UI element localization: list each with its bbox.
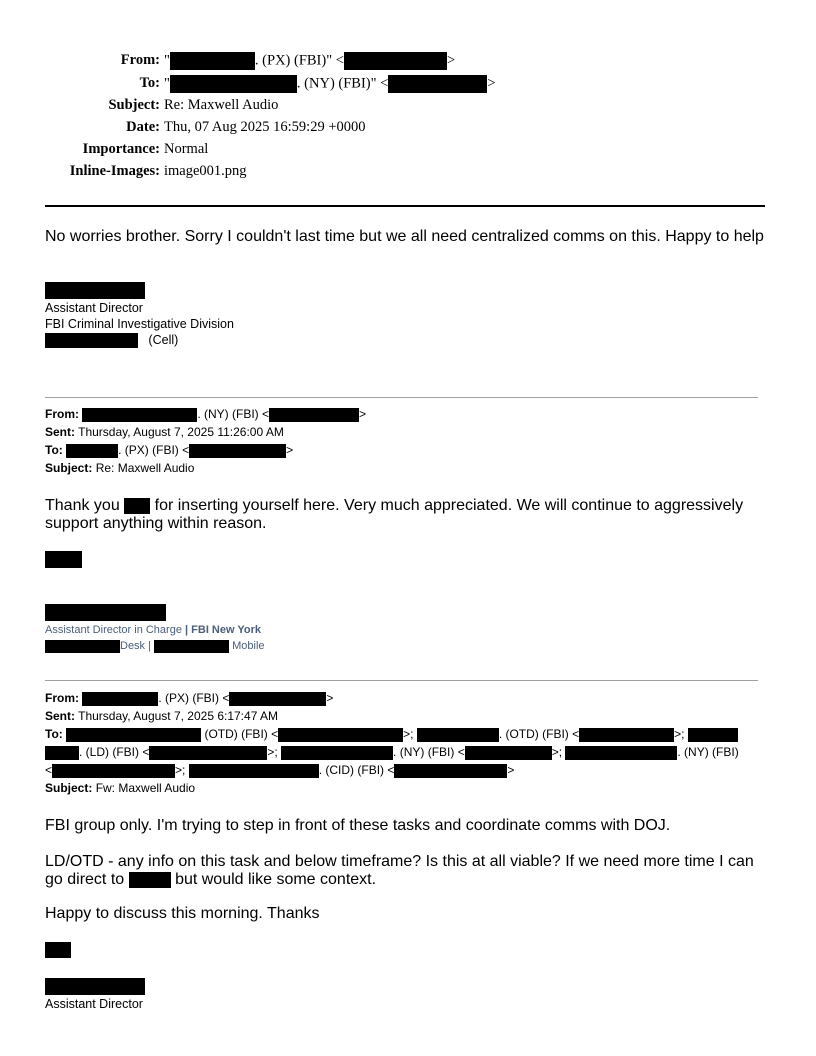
sig-office: FBI New York (191, 624, 262, 636)
redaction (189, 764, 319, 778)
redaction (66, 444, 118, 458)
msg3-to-value: < (45, 763, 53, 777)
importance-value: Normal (164, 141, 209, 157)
redaction (45, 604, 166, 621)
date-label: Date: (126, 119, 160, 135)
sig-title: Assistant Director in Charge (45, 624, 182, 636)
msg2-body (45, 497, 770, 533)
msg3-to-value: . (CID) (FBI) < (318, 763, 395, 777)
sig-division: FBI Criminal Investigative Division (45, 317, 234, 331)
redaction (45, 282, 145, 299)
email-header (0, 52, 816, 185)
redaction (565, 746, 677, 760)
inline-images-label: Inline-Images: (69, 163, 160, 179)
msg3-to-value: >; (551, 745, 563, 759)
sig-cell: (Cell) (148, 333, 179, 347)
redaction (82, 692, 158, 706)
from-label: From: (120, 52, 160, 69)
msg2-body-text: Thank you (45, 497, 120, 514)
msg3-to-value: >; (403, 727, 414, 741)
header-importance-row (0, 141, 816, 163)
from-value: . (PX) (FBI)" < (254, 52, 344, 69)
header-from-row: From: " . (PX) (FBI)" < > (0, 52, 816, 75)
redaction (124, 498, 150, 514)
redaction (344, 52, 447, 70)
msg2-sent-value: Thursday, August 7, 2025 11:26:00 AM (78, 425, 284, 439)
msg3-body-text: LD/OTD - any info on this task and below timeframe? Is this at all viable? If we need more time I can go direct to (45, 853, 754, 888)
redaction (45, 746, 79, 760)
redaction (278, 728, 403, 742)
header-date-row (0, 119, 816, 141)
msg2-from-label: From: (45, 407, 79, 421)
msg3-subject-value: Fw: Maxwell Audio (95, 781, 196, 795)
sig-mobile: Mobile (232, 640, 265, 652)
msg3-to-value: . (NY) (FBI) (677, 745, 739, 759)
msg2-to-value: . (PX) (FBI) < (118, 443, 190, 457)
msg2-subject-value: Re: Maxwell Audio (95, 461, 195, 475)
sig-separator: | (185, 624, 189, 636)
to-label: To: (139, 75, 160, 92)
redaction (229, 692, 326, 706)
redaction (149, 746, 267, 760)
redaction (579, 728, 674, 742)
msg2-from-value: . (NY) (FBI) < (197, 407, 270, 421)
redaction (394, 764, 507, 778)
msg3-from-value: . (PX) (FBI) < (158, 691, 230, 705)
msg3-paragraph-3: Happy to discuss this morning. Thanks (45, 905, 320, 922)
msg3-to-value: >; (674, 727, 685, 741)
redaction (66, 728, 201, 742)
reply-signature (45, 282, 445, 348)
redaction (688, 728, 738, 742)
inline-images-value: image001.png (164, 163, 247, 179)
msg3-to-value: . (NY) (FBI) < (393, 745, 465, 759)
msg3-to-value: >; (267, 745, 278, 759)
redaction (465, 746, 552, 760)
msg3-to-value: . (LD) (FBI) < (79, 745, 150, 759)
msg3-to-value: >; (175, 763, 186, 777)
importance-label: Importance: (82, 141, 160, 157)
msg2-to-label: To: (45, 443, 63, 457)
msg3-to-value: (OTD) (FBI) < (204, 727, 279, 741)
msg2-header: From: . (NY) (FBI) < > Sent: Thursday, August 7, 2025 11:26:00 AM To: . (PX) (FBI) < > Subject: Re: Maxwell Audio (45, 407, 367, 475)
header-to-row: To: " . (NY) (FBI)" < > (0, 75, 816, 97)
redaction (129, 872, 171, 888)
msg3-paragraph-2 (45, 853, 770, 889)
sig-desk: Desk | (120, 640, 151, 652)
redaction (45, 551, 82, 568)
header-divider (45, 205, 765, 207)
redaction (82, 408, 197, 422)
subject-value: Re: Maxwell Audio (164, 97, 279, 113)
date-value: Thu, 07 Aug 2025 16:59:29 +0000 (164, 119, 366, 135)
msg3-sig-title: Assistant Director (45, 997, 143, 1011)
msg2-sent-label: Sent: (45, 425, 75, 439)
msg3-from-label: From: (45, 691, 79, 705)
msg3-subject-label: Subject: (45, 781, 93, 795)
message-divider (45, 680, 758, 681)
header-inline-images-row (0, 163, 816, 185)
to-value: . (NY) (FBI)" < (296, 75, 389, 92)
redaction (417, 728, 499, 742)
msg3-sent-label: Sent: (45, 709, 75, 723)
redaction (269, 408, 359, 422)
msg3-to-value: . (OTD) (FBI) < (498, 727, 580, 741)
redaction (281, 746, 393, 760)
redaction (45, 640, 120, 653)
msg3-header: From: . (PX) (FBI) < > Sent: Thursday, August 7, 2025 6:17:47 AM To: (OTD) (FBI) < >; . (OTD) (FBI) < >; . (LD) (FBI) < >; . (NY) (FBI) < >; . (NY) (FBI) < >; . (CID) (FBI) < > Subject: Fw: Maxwell Audio (45, 691, 739, 795)
redaction (170, 75, 297, 93)
msg2-body-text: for inserting yourself here. Very much appreciated. We will continue to aggressively support anything within reason. (45, 497, 744, 532)
message-divider (45, 397, 758, 398)
redaction (388, 75, 487, 93)
msg2-subject-label: Subject: (45, 461, 93, 475)
redaction (45, 333, 138, 348)
reply-body: No worries brother. Sorry I couldn't last time but we all need centralized comms on this. Happy to help (45, 228, 764, 245)
redaction (189, 444, 286, 458)
redaction (45, 978, 145, 995)
msg3-to-value: > (507, 763, 515, 777)
subject-label: Subject: (108, 97, 160, 113)
sig-title: Assistant Director (45, 301, 143, 315)
header-subject-row (0, 97, 816, 119)
msg3-paragraph-1: FBI group only. I'm trying to step in front of these tasks and coordinate comms with DOJ. (45, 817, 671, 834)
msg3-body-text: but would like some context. (175, 871, 377, 888)
msg3-sent-value: Thursday, August 7, 2025 6:17:47 AM (78, 709, 279, 723)
redaction (52, 764, 175, 778)
redaction (45, 942, 71, 958)
msg3-to-label: To: (45, 727, 63, 741)
redaction (154, 640, 229, 653)
msg2-signature (45, 622, 265, 654)
redaction (170, 52, 255, 70)
